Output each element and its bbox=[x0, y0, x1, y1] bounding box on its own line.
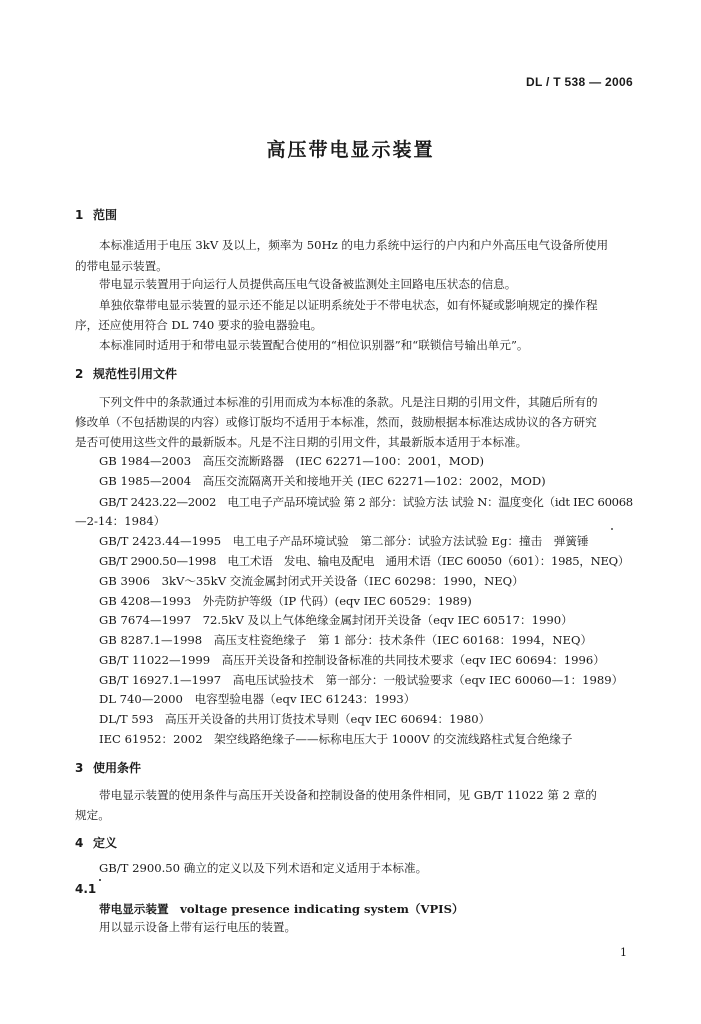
reference-item: GB 3906 3kV～35kV 交流金属封闭式开关设备（IEC 60298：1990，NEQ） bbox=[99, 574, 524, 588]
section-title: 范围 bbox=[93, 208, 118, 222]
reference-item: GB 7674—1997 72.5kV 及以上气体绝缘金属封闭开关设备（eqv IEC 60517：1990） bbox=[99, 613, 573, 627]
standard-code: DL / T 538 — 2006 bbox=[526, 75, 633, 89]
scan-mark bbox=[611, 528, 613, 530]
paragraph-line: 的带电显示装置。 bbox=[75, 259, 168, 273]
paragraph-line: 规定。 bbox=[75, 808, 110, 822]
reference-item: GB 1984—2003 高压交流断路器 (IEC 62271—100：2001，MOD) bbox=[99, 454, 485, 468]
paragraph-line: 下列文件中的条款通过本标准的引用而成为本标准的条款。凡是注日期的引用文件，其随后所有的 bbox=[99, 395, 598, 409]
paragraph-line: GB/T 2900.50 确立的定义以及下列术语和定义适用于本标准。 bbox=[99, 861, 428, 875]
document-title: 高压带电显示装置 bbox=[266, 139, 435, 161]
reference-item: GB/T 2423.44—1995 电工电子产品环境试验 第二部分：试验方法试验 Eg：撞击 弹簧锤 bbox=[99, 534, 589, 548]
section-3-heading bbox=[75, 759, 141, 776]
section-2-heading bbox=[75, 365, 177, 382]
section-title: 使用条件 bbox=[93, 761, 142, 775]
reference-item: GB/T 16927.1—1997 高电压试验技术 第一部分：一般试验要求（eqv IEC 60060—1：1989） bbox=[99, 673, 624, 687]
section-number: 4 bbox=[75, 836, 84, 850]
paragraph-line: 修改单（不包括勘误的内容）或修订版均不适用于本标准，然而，鼓励根据本标准达成协议的各方研究 bbox=[75, 415, 597, 429]
section-4-heading bbox=[75, 834, 117, 851]
term-definition: 用以显示设备上带有运行电压的装置。 bbox=[99, 920, 297, 934]
page-number: 1 bbox=[620, 946, 627, 959]
clause-number: 4.1 bbox=[75, 882, 97, 896]
paragraph-line: 本标准适用于电压 3kV 及以上，频率为 50Hz 的电力系统中运行的户内和户外高压电气设备所使用 bbox=[99, 238, 609, 252]
paragraph-line: 带电显示装置的使用条件与高压开关设备和控制设备的使用条件相同，见 GB/T 11022 第 2 章的 bbox=[99, 788, 597, 802]
reference-item: GB 1985—2004 高压交流隔离开关和接地开关 (IEC 62271—102：2002，MOD) bbox=[99, 474, 546, 488]
section-1-heading bbox=[75, 206, 117, 223]
section-title: 定义 bbox=[93, 836, 118, 850]
paragraph-line: 是否可使用这些文件的最新版本。凡是不注日期的引用文件，其最新版本适用于本标准。 bbox=[75, 435, 528, 449]
section-number: 1 bbox=[75, 208, 84, 222]
reference-item: GB 8287.1—1998 高压支柱瓷绝缘子 第 1 部分：技术条件（IEC 60168：1994，NEQ） bbox=[99, 633, 593, 647]
scan-mark bbox=[99, 879, 101, 881]
section-number: 3 bbox=[75, 761, 84, 775]
paragraph-line: 单独依靠带电显示装置的显示还不能足以证明系统处于不带电状态，如有怀疑或影响规定的操作程 bbox=[99, 298, 598, 312]
paragraph-line: 本标准同时适用于和带电显示装置配合使用的“相位识别器”和“联锁信号输出单元”。 bbox=[99, 338, 529, 352]
term-entry: 带电显示装置 voltage presence indicating system（VPIS） bbox=[99, 902, 464, 916]
paragraph-line: 带电显示装置用于向运行人员提供高压电气设备被监测处主回路电压状态的信息。 bbox=[99, 277, 517, 291]
reference-item: DL/T 593 高压开关设备的共用订货技术导则（eqv IEC 60694：1980） bbox=[99, 712, 491, 726]
reference-item: GB/T 11022—1999 高压开关设备和控制设备标准的共同技术要求（eqv IEC 60694：1996） bbox=[99, 653, 605, 667]
section-title: 规范性引用文件 bbox=[93, 367, 178, 381]
paragraph-line: 序，还应使用符合 DL 740 要求的验电器验电。 bbox=[75, 318, 323, 332]
reference-item: GB/T 2900.50—1998 电工术语 发电、输电及配电 通用术语（IEC 60050（601）：1985，NEQ） bbox=[99, 554, 630, 568]
reference-item-continuation: —2-14：1984） bbox=[75, 514, 166, 528]
reference-item: IEC 61952：2002 架空线路绝缘子——标称电压大于 1000V 的交流线路柱式复合绝缘子 bbox=[99, 732, 573, 746]
section-number: 2 bbox=[75, 367, 84, 381]
reference-item: GB/T 2423.22—2002 电工电子产品环境试验 第 2 部分：试验方法 试验 N：温度变化（idt IEC 60068 bbox=[99, 495, 633, 509]
reference-item: DL 740—2000 电容型验电器（eqv IEC 61243：1993） bbox=[99, 692, 416, 706]
reference-item: GB 4208—1993 外壳防护等级（IP 代码）(eqv IEC 60529：1989) bbox=[99, 594, 472, 608]
